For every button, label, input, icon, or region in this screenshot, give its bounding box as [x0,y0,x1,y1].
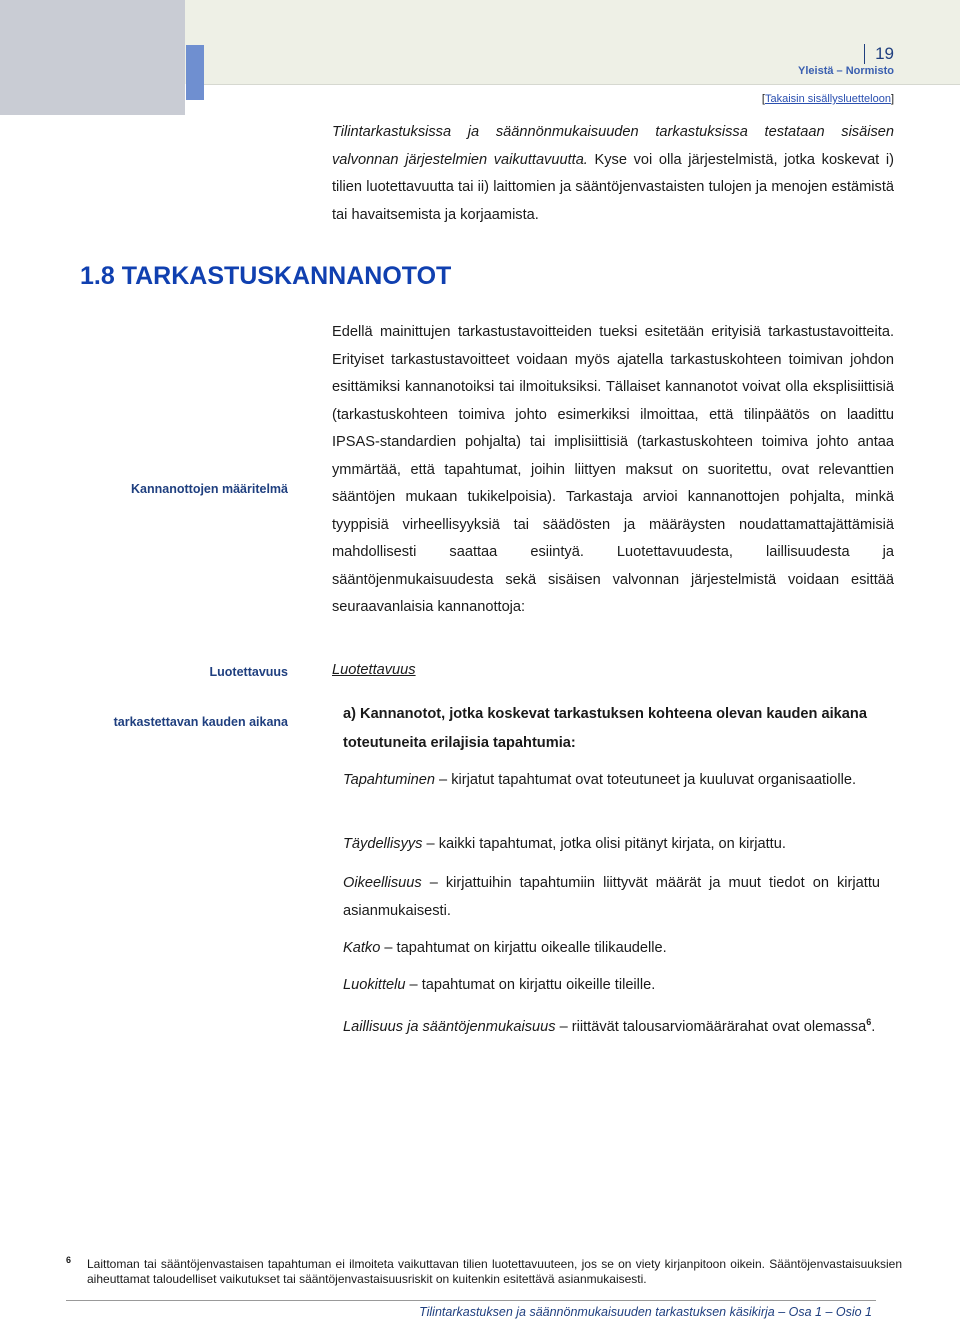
back-to-toc-link[interactable]: Takaisin sisällysluetteloon [764,93,891,105]
item-term: Täydellisyys [343,836,423,852]
list-item [343,971,880,999]
list-item [343,869,880,925]
intro-paragraph [332,119,894,229]
side-label-definition: Kannanottojen määritelmä [131,482,288,496]
footnote-text: Laittoman tai sääntöjenvastaisen tapahtuman ei ilmoiteta vaikuttavan tilien luotettavuuteen, jos se on viety kirjanpitoon oikein. Sääntöjenvastaisuuksien aiheuttamat taloudelliset vaikutukset tai sääntöjenvastaisuusriskit on kuitenkin esitettävä asianmukaisesti. [87,1257,902,1286]
back-link-wrapper [762,93,894,105]
side-label-reliability: Luotettavuus [209,665,288,679]
section-heading: 1.8 TARKASTUSKANNANOTOT [80,262,452,290]
footnote-number: 6 [66,1255,72,1265]
item-text: – kirjattuihin tapahtumiin liittyvät määrät ja muut tiedot on kirjattu asianmukaisesti. [343,875,880,919]
assertions-heading: a) Kannanotot, jotka koskevat tarkastuksen kohteena olevan kauden aikana toteutuneita erilajisia tapahtumia: [343,706,867,751]
list-item [343,830,880,858]
subheading-reliability: Luotettavuus [332,662,416,678]
header-divider [204,84,960,85]
item-text: – tapahtumat on kirjattu oikeille tileille. [405,977,656,993]
body-paragraph: Edellä mainittujen tarkastustavoitteiden tueksi esitetään erityisiä tarkastustavoitteita. Erityiset tarkastustavoitteet voidaan myös ajatella tarkastuskohteen toimivan johdon esittämiksi kannanotoiksi tai ilmoituksiksi. Tällaiset kannanotot voivat olla eksplisiittisiä (tarkastuskohteen toimiva johto esimerkiksi ilmoittaa, että tilinpäätös on laadittu IPSAS-standardien pohjalta) tai implisiittisiä (tarkastuskohteen toimiva johto antaa ymmärtää, että tapahtumat, joihin liittyen maksut on suoritettu, ovat relevanttien sääntöjen mukaan tukikelpoisia). Tarkastaja arvioi kannanottojen pohjalta, minkä tyyppisiä virheellisyyksiä tai säädösten ja määräysten noudattamattajättämisiä mahdollisesti saattaa esiintyä. Luotettavuudesta, laillisuudesta ja sääntöjenmukaisuudesta sekä sisäisen valvonnan järjestelmistä voidaan esittää seuraavanlaisia kannanottoja: [332,324,894,615]
footer-title: Tilintarkastuksen ja säännönmukaisuuden tarkastuksen käsikirja – Osa 1 – Osio 1 [419,1305,872,1319]
item-text: – riittävät talousarviomäärärahat ovat olemassa [555,1018,867,1035]
back-link-close-bracket: ] [890,93,894,105]
section-name: Yleistä – Normisto [798,65,894,77]
corner-decoration [0,0,185,115]
header-accent-bar [186,45,204,100]
item-term: Laillisuus ja sääntöjenmukaisuus [343,1018,556,1035]
item-end: . [871,1018,876,1035]
intro-italic-text: Tilintarkastuksissa ja säännönmukaisuuden tarkastuksissa testataan sisäisen valvonnan järjestelmien vaikuttavuutta. [332,124,894,168]
list-item [343,766,880,794]
footer-divider [66,1300,876,1301]
intro-plain-text: Kyse voi olla järjestelmistä, jotka koskevat i) tilien luotettavuutta tai ii) laittomien ja sääntöjenvastaisten tulojen ja menojen estämistä tai havaitsemista ja korjaamista. [332,151,894,223]
item-text: – tapahtumat on kirjattu oikealle tilikaudelle. [380,940,667,956]
item-text: – kaikki tapahtumat, jotka olisi pitänyt kirjata, on kirjattu. [422,836,786,852]
item-term: Tapahtuminen [343,772,435,788]
item-term: Luokittelu [343,977,406,993]
item-term: Oikeellisuus [343,875,422,891]
back-link-open-bracket: [ [761,93,765,105]
list-item [343,1008,880,1041]
item-term: Katko [343,940,381,956]
side-label-period: tarkastettavan kauden aikana [113,715,288,729]
item-text: – kirjatut tapahtumat ovat toteutuneet ja kuuluvat organisaatiolle. [434,772,857,788]
list-item [343,934,880,962]
footnote-ref: 6 [866,1017,872,1027]
page-number: 19 [864,44,894,64]
